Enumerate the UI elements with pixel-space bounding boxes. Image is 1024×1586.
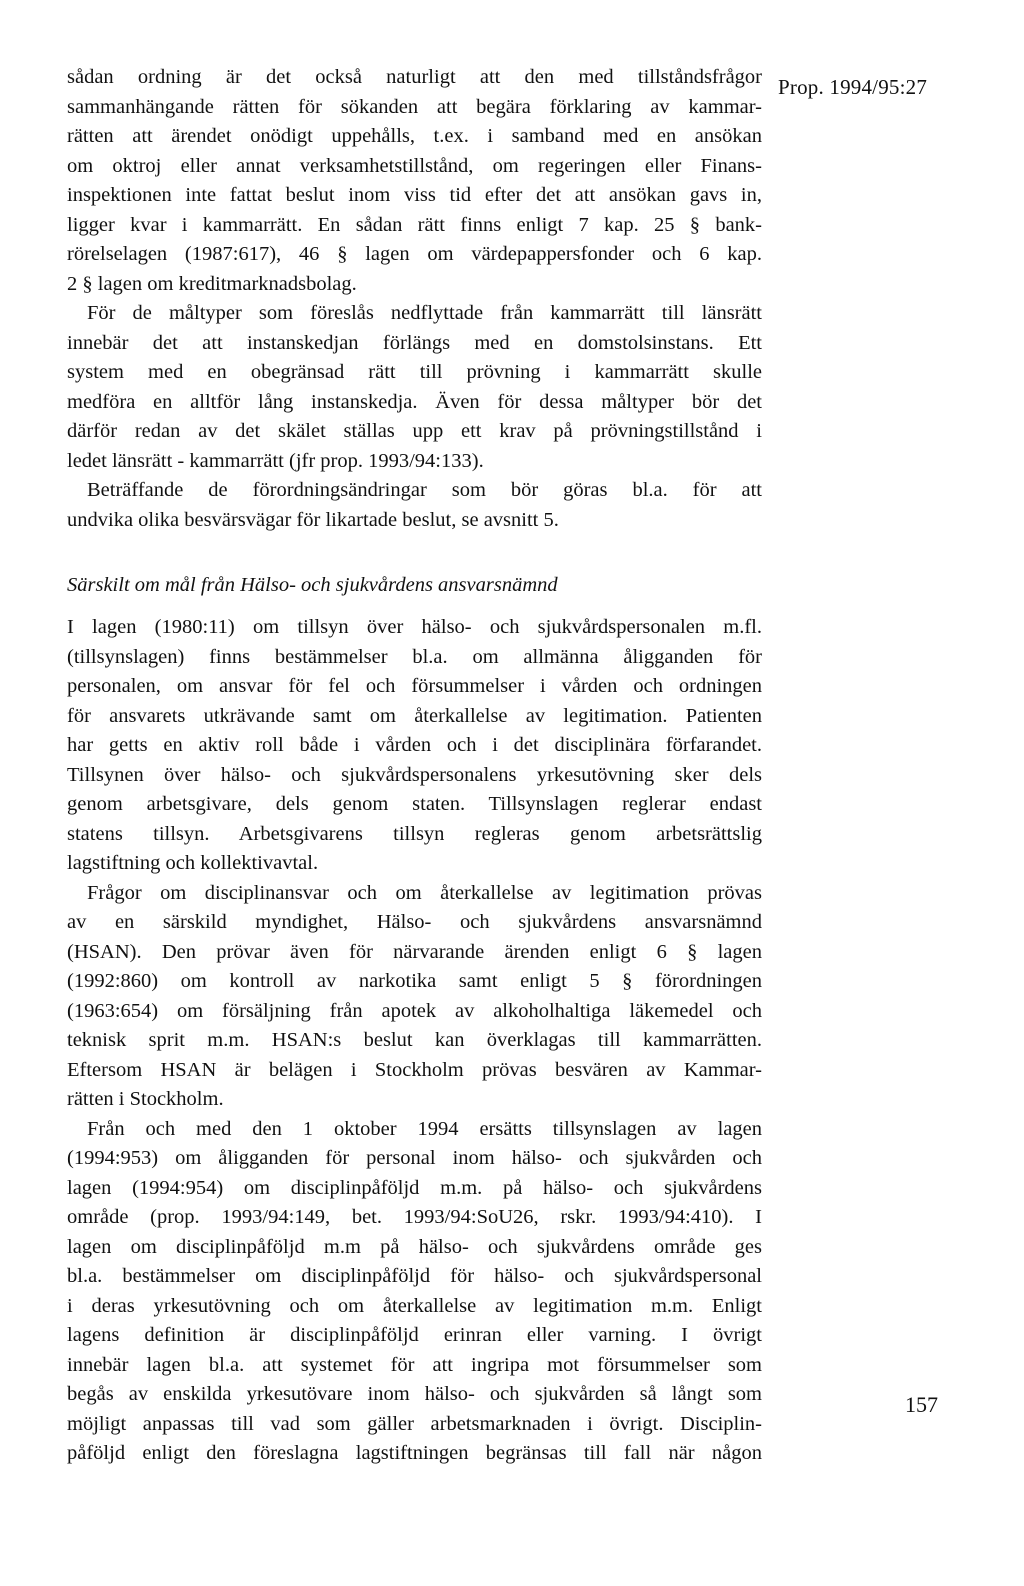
text-line: teknisk sprit m.m. HSAN:s beslut kan överklagas till kammarrätten.	[67, 1029, 762, 1051]
text-line: (1963:654) om försäljning från apotek av alkoholhaltiga läkemedel och	[67, 999, 762, 1022]
text-line: om oktroj eller annat verksamhetstillstånd, om regeringen eller Finans-	[67, 154, 762, 177]
text-line: lagens definition är disciplinpåföljd erinran eller varning. I övrigt	[67, 1324, 762, 1346]
text-line: ledet länsrätt - kammarrätt (jfr prop. 1993/94:133).	[67, 449, 484, 472]
section-heading: Särskilt om mål från Hälso- och sjukvårdens ansvarsnämnd	[67, 574, 558, 596]
text-line: I lagen (1980:11) om tillsyn över hälso- och sjukvårdspersonalen m.fl.	[67, 616, 762, 638]
text-line: (tillsynslagen) finns bestämmelser bl.a. om allmänna åligganden för	[67, 645, 762, 668]
text-line: inspektionen inte fattat beslut inom viss tid efter det att ansökan gavs in,	[67, 184, 762, 206]
text-line: för ansvarets utkrävande samt om återkallelse av legitimation. Patienten	[67, 704, 762, 727]
text-line: rätten i Stockholm.	[67, 1088, 224, 1110]
text-line: sammanhängande rätten för sökanden att begära förklaring av kammar-	[67, 95, 762, 118]
text-line: rörelselagen (1987:617), 46 § lagen om värdepappersfonder och 6 kap.	[67, 243, 762, 265]
text-line: undvika olika besvärsvägar för likartade beslut, se avsnitt 5.	[67, 508, 559, 531]
text-line: (1992:860) om kontroll av narkotika samt enligt 5 § förordningen	[67, 970, 762, 992]
text-line: har getts en aktiv roll både i vården och i det disciplinära förfarandet.	[67, 734, 762, 756]
text-line: system med en obegränsad rätt till prövning i kammarrätt skulle	[67, 361, 762, 383]
text-line: påföljd enligt den föreslagna lagstiftningen begränsas till fall när någon	[67, 1442, 762, 1464]
text-line: bl.a. bestämmelser om disciplinpåföljd för hälso- och sjukvårdspersonal	[67, 1265, 762, 1287]
text-line: område (prop. 1993/94:149, bet. 1993/94:SoU26, rskr. 1993/94:410). I	[67, 1206, 762, 1228]
text-line: lagstiftning och kollektivavtal.	[67, 852, 319, 874]
text-line: möjligt anpassas till vad som gäller arbetsmarknaden i övrigt. Disciplin-	[67, 1412, 762, 1435]
text-line: av en särskild myndighet, Hälso- och sjukvårdens ansvarsnämnd	[67, 911, 762, 933]
text-line: personalen, om ansvar för fel och försummelser i vården och ordningen	[67, 675, 762, 697]
text-line: genom arbetsgivare, dels genom staten. Tillsynslagen reglerar endast	[67, 793, 762, 815]
text-line: Från och med den 1 oktober 1994 ersätts tillsynslagen av lagen	[87, 1117, 762, 1140]
text-line: För de måltyper som föreslås nedflyttade från kammarrätt till länsrätt	[87, 302, 762, 324]
text-line: ligger kvar i kammarrätt. En sådan rätt finns enligt 7 kap. 25 § bank-	[67, 213, 762, 236]
text-line: lagen (1994:954) om disciplinpåföljd m.m. på hälso- och sjukvårdens	[67, 1176, 762, 1199]
text-line: statens tillsyn. Arbetsgivarens tillsyn regleras genom arbetsrättslig	[67, 822, 762, 845]
text-line: Frågor om disciplinansvar och om återkallelse av legitimation prövas	[87, 881, 762, 904]
text-line: Eftersom HSAN är belägen i Stockholm prövas besvären av Kammar-	[67, 1058, 762, 1081]
text-line: lagen om disciplinpåföljd m.m på hälso- och sjukvårdens område ges	[67, 1235, 762, 1258]
text-line: rätten att ärendet onödigt uppehålls, t.ex. i samband med en ansökan	[67, 125, 762, 147]
text-line: sådan ordning är det också naturligt att den med tillståndsfrågor	[67, 66, 762, 88]
section-1-body	[67, 63, 762, 535]
text-line: Beträffande de förordningsändringar som bör göras bl.a. för att	[87, 479, 762, 501]
text-line: i deras yrkesutövning och om återkallelse av legitimation m.m. Enligt	[67, 1294, 762, 1317]
document-reference: Prop. 1994/95:27	[778, 75, 928, 99]
text-line: (1994:953) om åligganden för personal inom hälso- och sjukvården och	[67, 1147, 762, 1169]
text-line: Tillsynen över hälso- och sjukvårdspersonalens yrkesutövning sker dels	[67, 763, 762, 786]
text-line: innebär det att instanskedjan förlängs med en domstolsinstans. Ett	[67, 331, 762, 354]
page-number: 157	[905, 1392, 938, 1417]
text-line: (HSAN). Den prövar även för närvarande ärenden enligt 6 § lagen	[67, 940, 762, 963]
section-2-body	[67, 613, 762, 1469]
text-line: begås av enskilda yrkesutövare inom hälso- och sjukvården så långt som	[67, 1383, 762, 1405]
text-line: medföra en alltför lång instanskedja. Även för dessa måltyper bör det	[67, 390, 762, 413]
text-line: 2 § lagen om kreditmarknadsbolag.	[67, 272, 357, 295]
text-line: innebär lagen bl.a. att systemet för att ingripa mot försummelser som	[67, 1353, 762, 1376]
text-line: därför redan av det skälet ställas upp ett krav på prövningstillstånd i	[67, 420, 762, 442]
